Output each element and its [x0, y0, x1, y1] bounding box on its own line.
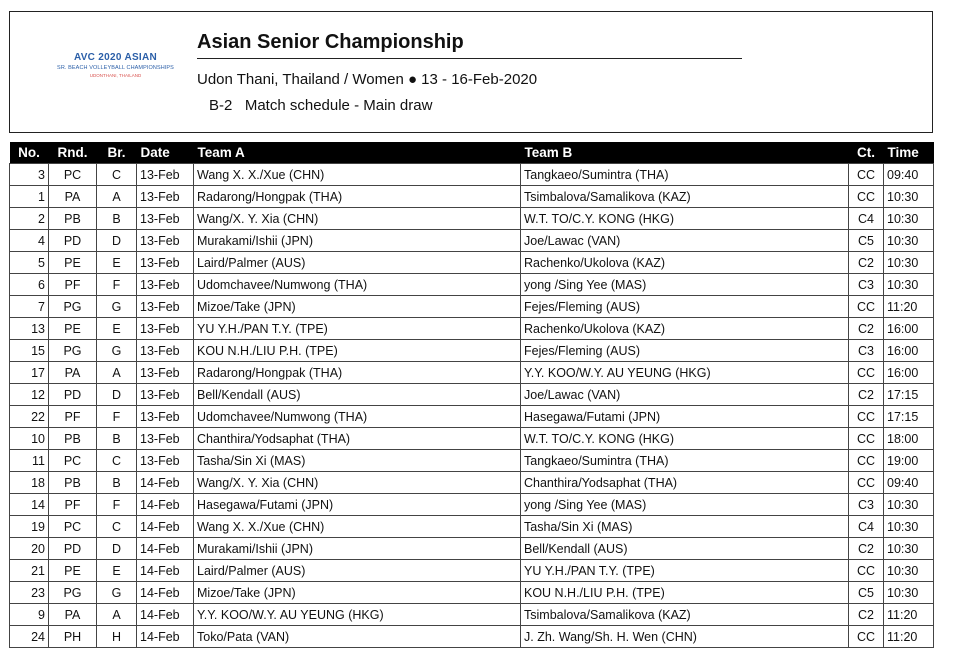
table-row [10, 626, 934, 648]
header-col-time: Time [884, 142, 934, 164]
court-cell: C2 [849, 538, 884, 560]
time-cell: 16:00 [884, 340, 934, 362]
table-row [10, 538, 934, 560]
team-b-cell: YU Y.H./PAN T.Y. (TPE) [521, 560, 849, 582]
date-cell: 14-Feb [137, 538, 194, 560]
court-cell: CC [849, 186, 884, 208]
match-number-cell: 18 [10, 472, 49, 494]
date-cell: 14-Feb [137, 560, 194, 582]
round-cell: PE [49, 318, 97, 340]
team-a-cell: Wang X. X./Xue (CHN) [194, 516, 521, 538]
round-cell: PA [49, 186, 97, 208]
round-cell: PB [49, 208, 97, 230]
round-cell: PE [49, 252, 97, 274]
time-cell: 10:30 [884, 252, 934, 274]
team-a-cell: KOU N.H./LIU P.H. (TPE) [194, 340, 521, 362]
time-cell: 10:30 [884, 516, 934, 538]
team-b-cell: Joe/Lawac (VAN) [521, 384, 849, 406]
match-number-cell: 24 [10, 626, 49, 648]
round-cell: PG [49, 340, 97, 362]
date-cell: 13-Feb [137, 340, 194, 362]
round-cell: PC [49, 516, 97, 538]
court-cell: C3 [849, 274, 884, 296]
match-number-cell: 21 [10, 560, 49, 582]
match-number-cell: 9 [10, 604, 49, 626]
court-cell: C3 [849, 494, 884, 516]
team-a-cell: Tasha/Sin Xi (MAS) [194, 450, 521, 472]
bracket-cell: G [97, 582, 137, 604]
header-col-court: Ct. [849, 142, 884, 164]
document-title: Asian Senior Championship [197, 31, 464, 53]
match-number-cell: 4 [10, 230, 49, 252]
table-row [10, 362, 934, 384]
team-b-cell: J. Zh. Wang/Sh. H. Wen (CHN) [521, 626, 849, 648]
team-b-cell: Rachenko/Ukolova (KAZ) [521, 252, 849, 274]
round-cell: PB [49, 472, 97, 494]
time-cell: 10:30 [884, 582, 934, 604]
time-cell: 11:20 [884, 604, 934, 626]
table-row [10, 582, 934, 604]
court-cell: CC [849, 296, 884, 318]
court-cell: C4 [849, 208, 884, 230]
table-row [10, 296, 934, 318]
header-col-team-a: Team A [194, 142, 521, 164]
match-number-cell: 20 [10, 538, 49, 560]
table-row [10, 252, 934, 274]
header-col-bracket: Br. [97, 142, 137, 164]
time-cell: 10:30 [884, 208, 934, 230]
bracket-cell: D [97, 230, 137, 252]
match-number-cell: 15 [10, 340, 49, 362]
match-number-cell: 14 [10, 494, 49, 516]
logo-line-3: UDONTHANI, THAILAND [89, 73, 142, 78]
round-cell: PA [49, 362, 97, 384]
bracket-cell: E [97, 560, 137, 582]
date-cell: 13-Feb [137, 428, 194, 450]
bracket-cell: C [97, 516, 137, 538]
round-cell: PH [49, 626, 97, 648]
team-a-cell: Udomchavee/Numwong (THA) [194, 274, 521, 296]
team-b-cell: Tsimbalova/Samalikova (KAZ) [521, 604, 849, 626]
team-b-cell: Tsimbalova/Samalikova (KAZ) [521, 186, 849, 208]
table-row [10, 230, 934, 252]
round-cell: PD [49, 230, 97, 252]
round-cell: PE [49, 560, 97, 582]
team-a-cell: Mizoe/Take (JPN) [194, 582, 521, 604]
bracket-cell: E [97, 318, 137, 340]
bracket-cell: A [97, 362, 137, 384]
time-cell: 09:40 [884, 472, 934, 494]
team-a-cell: Mizoe/Take (JPN) [194, 296, 521, 318]
table-row [10, 494, 934, 516]
match-number-cell: 11 [10, 450, 49, 472]
time-cell: 10:30 [884, 186, 934, 208]
header-col-round: Rnd. [49, 142, 97, 164]
date-cell: 13-Feb [137, 450, 194, 472]
date-cell: 13-Feb [137, 186, 194, 208]
table-row [10, 516, 934, 538]
table-row [10, 604, 934, 626]
time-cell: 09:40 [884, 164, 934, 186]
team-a-cell: Laird/Palmer (AUS) [194, 252, 521, 274]
round-cell: PB [49, 428, 97, 450]
court-cell: CC [849, 450, 884, 472]
court-cell: C2 [849, 384, 884, 406]
table-row [10, 472, 934, 494]
team-a-cell: YU Y.H./PAN T.Y. (TPE) [194, 318, 521, 340]
match-schedule-table [9, 142, 934, 648]
bracket-cell: D [97, 538, 137, 560]
date-cell: 13-Feb [137, 296, 194, 318]
court-cell: CC [849, 428, 884, 450]
header-col-date: Date [137, 142, 194, 164]
date-cell: 13-Feb [137, 252, 194, 274]
round-cell: PG [49, 582, 97, 604]
bracket-cell: B [97, 472, 137, 494]
date-cell: 13-Feb [137, 208, 194, 230]
team-a-cell: Wang/X. Y. Xia (CHN) [194, 208, 521, 230]
court-cell: C5 [849, 230, 884, 252]
table-row [10, 164, 934, 186]
round-cell: PA [49, 604, 97, 626]
match-number-cell: 10 [10, 428, 49, 450]
championship-logo [33, 52, 198, 92]
round-cell: PF [49, 494, 97, 516]
team-b-cell: Hasegawa/Futami (JPN) [521, 406, 849, 428]
match-number-cell: 1 [10, 186, 49, 208]
team-a-cell: Y.Y. KOO/W.Y. AU YEUNG (HKG) [194, 604, 521, 626]
team-a-cell: Udomchavee/Numwong (THA) [194, 406, 521, 428]
date-cell: 14-Feb [137, 494, 194, 516]
court-cell: CC [849, 406, 884, 428]
match-number-cell: 12 [10, 384, 49, 406]
match-number-cell: 13 [10, 318, 49, 340]
time-cell: 17:15 [884, 384, 934, 406]
date-cell: 13-Feb [137, 164, 194, 186]
time-cell: 10:30 [884, 560, 934, 582]
team-b-cell: yong /Sing Yee (MAS) [521, 494, 849, 516]
bracket-cell: C [97, 450, 137, 472]
title-divider [197, 58, 742, 59]
bracket-cell: F [97, 494, 137, 516]
court-cell: CC [849, 362, 884, 384]
table-row [10, 208, 934, 230]
time-cell: 16:00 [884, 362, 934, 384]
time-cell: 10:30 [884, 494, 934, 516]
court-cell: C2 [849, 318, 884, 340]
date-cell: 14-Feb [137, 516, 194, 538]
section-title: B-2 Match schedule - Main draw [209, 97, 433, 114]
bracket-cell: A [97, 604, 137, 626]
court-cell: C3 [849, 340, 884, 362]
match-number-cell: 2 [10, 208, 49, 230]
event-subtitle: Udon Thani, Thailand / Women ● 13 - 16-Feb-2020 [197, 71, 538, 88]
time-cell: 19:00 [884, 450, 934, 472]
court-cell: CC [849, 164, 884, 186]
court-cell: C4 [849, 516, 884, 538]
bracket-cell: C [97, 164, 137, 186]
time-cell: 11:20 [884, 296, 934, 318]
date-cell: 13-Feb [137, 406, 194, 428]
court-cell: CC [849, 626, 884, 648]
match-number-cell: 3 [10, 164, 49, 186]
table-row [10, 384, 934, 406]
bracket-cell: F [97, 406, 137, 428]
logo-line-1: AVC 2020 ASIAN [73, 52, 158, 63]
bracket-cell: B [97, 208, 137, 230]
bracket-cell: A [97, 186, 137, 208]
time-cell: 17:15 [884, 406, 934, 428]
time-cell: 10:30 [884, 538, 934, 560]
header-box [9, 11, 933, 133]
round-cell: PG [49, 296, 97, 318]
table-row [10, 450, 934, 472]
table-body [10, 164, 934, 648]
court-cell: C5 [849, 582, 884, 604]
team-b-cell: Y.Y. KOO/W.Y. AU YEUNG (HKG) [521, 362, 849, 384]
date-cell: 14-Feb [137, 582, 194, 604]
team-b-cell: Fejes/Fleming (AUS) [521, 296, 849, 318]
date-cell: 13-Feb [137, 384, 194, 406]
header-col-team-b: Team B [521, 142, 849, 164]
team-b-cell: Joe/Lawac (VAN) [521, 230, 849, 252]
team-b-cell: W.T. TO/C.Y. KONG (HKG) [521, 428, 849, 450]
bracket-cell: E [97, 252, 137, 274]
table-row [10, 560, 934, 582]
time-cell: 11:20 [884, 626, 934, 648]
court-cell: C2 [849, 604, 884, 626]
table-row [10, 274, 934, 296]
team-b-cell: Tangkaeo/Sumintra (THA) [521, 450, 849, 472]
table-row [10, 406, 934, 428]
match-number-cell: 19 [10, 516, 49, 538]
team-b-cell: W.T. TO/C.Y. KONG (HKG) [521, 208, 849, 230]
bracket-cell: B [97, 428, 137, 450]
round-cell: PC [49, 164, 97, 186]
team-b-cell: Chanthira/Yodsaphat (THA) [521, 472, 849, 494]
table-row [10, 186, 934, 208]
table-row [10, 428, 934, 450]
date-cell: 14-Feb [137, 604, 194, 626]
bracket-cell: H [97, 626, 137, 648]
table-row [10, 340, 934, 362]
team-b-cell: Fejes/Fleming (AUS) [521, 340, 849, 362]
team-a-cell: Hasegawa/Futami (JPN) [194, 494, 521, 516]
time-cell: 18:00 [884, 428, 934, 450]
team-a-cell: Murakami/Ishii (JPN) [194, 538, 521, 560]
header-col-no: No. [10, 142, 49, 164]
match-number-cell: 23 [10, 582, 49, 604]
match-number-cell: 17 [10, 362, 49, 384]
bracket-cell: F [97, 274, 137, 296]
match-number-cell: 22 [10, 406, 49, 428]
bracket-cell: D [97, 384, 137, 406]
table-header-row [10, 142, 934, 164]
team-b-cell: Tasha/Sin Xi (MAS) [521, 516, 849, 538]
time-cell: 16:00 [884, 318, 934, 340]
table-row [10, 318, 934, 340]
team-a-cell: Radarong/Hongpak (THA) [194, 362, 521, 384]
court-cell: CC [849, 472, 884, 494]
date-cell: 13-Feb [137, 230, 194, 252]
round-cell: PF [49, 406, 97, 428]
team-b-cell: yong /Sing Yee (MAS) [521, 274, 849, 296]
match-number-cell: 5 [10, 252, 49, 274]
bracket-cell: G [97, 296, 137, 318]
team-a-cell: Wang/X. Y. Xia (CHN) [194, 472, 521, 494]
team-a-cell: Murakami/Ishii (JPN) [194, 230, 521, 252]
team-b-cell: Tangkaeo/Sumintra (THA) [521, 164, 849, 186]
court-cell: C2 [849, 252, 884, 274]
date-cell: 14-Feb [137, 472, 194, 494]
round-cell: PF [49, 274, 97, 296]
round-cell: PC [49, 450, 97, 472]
team-b-cell: Rachenko/Ukolova (KAZ) [521, 318, 849, 340]
time-cell: 10:30 [884, 274, 934, 296]
bracket-cell: G [97, 340, 137, 362]
team-a-cell: Radarong/Hongpak (THA) [194, 186, 521, 208]
logo-line-2: SR. BEACH VOLLEYBALL CHAMPIONSHIPS [57, 65, 174, 71]
match-number-cell: 6 [10, 274, 49, 296]
team-a-cell: Laird/Palmer (AUS) [194, 560, 521, 582]
date-cell: 13-Feb [137, 362, 194, 384]
time-cell: 10:30 [884, 230, 934, 252]
date-cell: 14-Feb [137, 626, 194, 648]
match-number-cell: 7 [10, 296, 49, 318]
team-a-cell: Bell/Kendall (AUS) [194, 384, 521, 406]
date-cell: 13-Feb [137, 274, 194, 296]
team-a-cell: Chanthira/Yodsaphat (THA) [194, 428, 521, 450]
round-cell: PD [49, 538, 97, 560]
team-a-cell: Toko/Pata (VAN) [194, 626, 521, 648]
date-cell: 13-Feb [137, 318, 194, 340]
team-a-cell: Wang X. X./Xue (CHN) [194, 164, 521, 186]
round-cell: PD [49, 384, 97, 406]
court-cell: CC [849, 560, 884, 582]
team-b-cell: KOU N.H./LIU P.H. (TPE) [521, 582, 849, 604]
team-b-cell: Bell/Kendall (AUS) [521, 538, 849, 560]
